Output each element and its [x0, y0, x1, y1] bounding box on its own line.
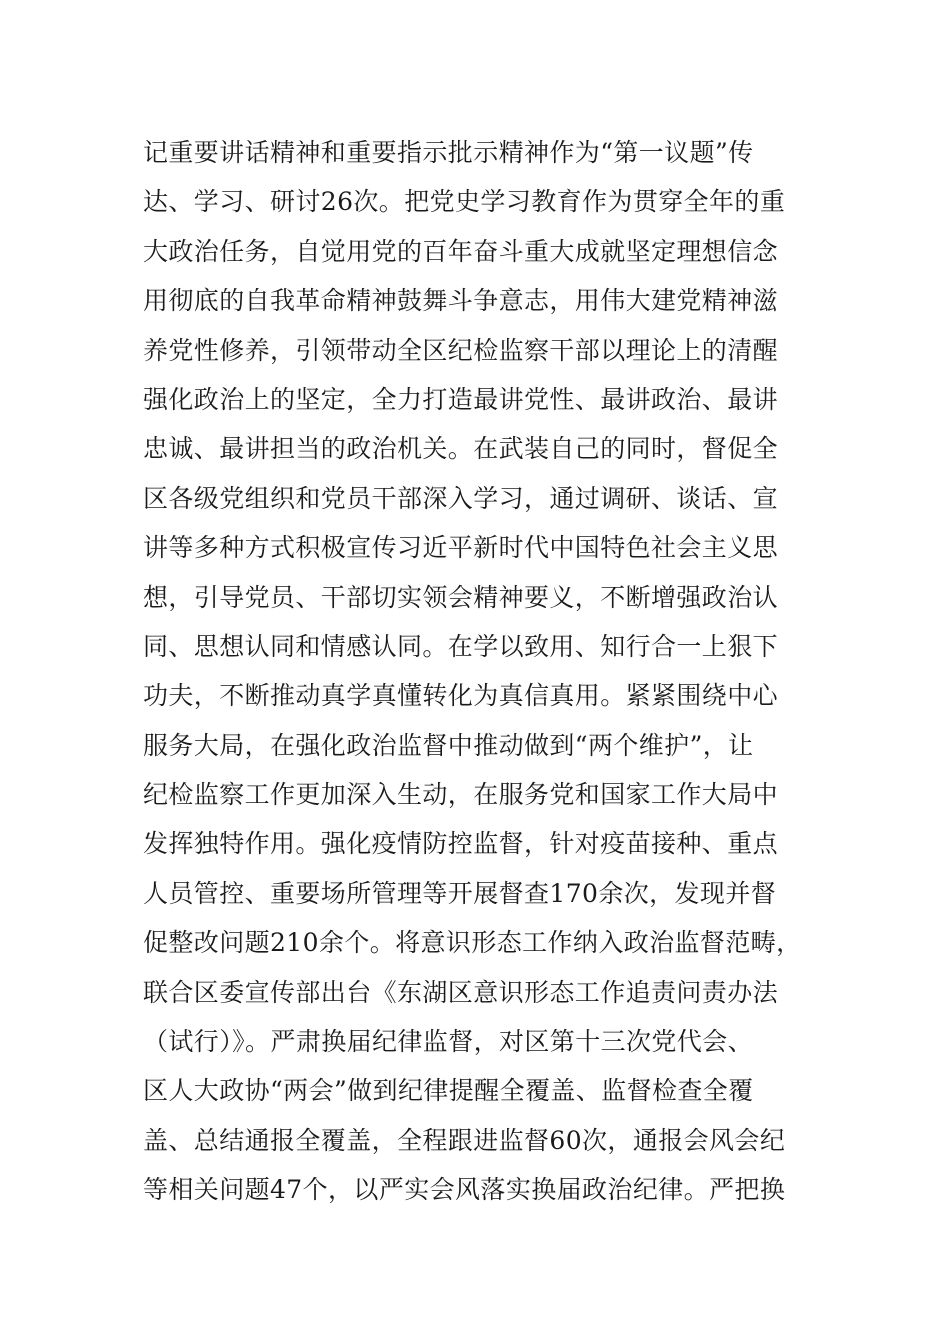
text-line: 区各级党组织和党员干部深入学习，通过调研、谈话、宣 [143, 483, 779, 513]
text-line: 强化政治上的坚定，全力打造最讲党性、最讲政治、最讲 [143, 384, 779, 414]
text-line: 功夫，不断推动真学真懂转化为真信真用。紧紧围绕中心 [143, 681, 779, 711]
text-line: 大政治任务，自觉用党的百年奋斗重大成就坚定理想信念 [143, 236, 779, 266]
text-line: 记重要讲话精神和重要指示批示精神作为“第一议题”传 [143, 138, 754, 167]
text-line: 用彻底的自我革命精神鼓舞斗争意志，用伟大建党精神滋 [143, 286, 779, 316]
text-line: 纪检监察工作更加深入生动，在服务党和国家工作大局中 [143, 780, 779, 810]
text-line: 等相关问题47个，以严实会风落实换届政治纪律。严把换 [143, 1175, 786, 1205]
text-line: 养党性修养，引领带动全区纪检监察干部以理论上的清醒 [143, 335, 779, 365]
text-line: 想，引导党员、干部切实领会精神要义，不断增强政治认 [143, 582, 779, 612]
text-line: 服务大局，在强化政治监督中推动做到“两个维护”，让 [143, 730, 754, 760]
text-line: 讲等多种方式积极宣传习近平新时代中国特色社会主义思 [143, 533, 779, 563]
text-line: （试行）》。严肃换届纪律监督，对区第十三次党代会、 [143, 1027, 754, 1057]
text-line: 区人大政协“两会”做到纪律提醒全覆盖、监督检查全覆 [143, 1076, 754, 1106]
text-line: 联合区委宣传部出台《东湖区意识形态工作追责问责办法 [143, 977, 779, 1007]
text-line: 人员管控、重要场所管理等开展督查170余次，发现并督 [143, 878, 777, 908]
text-line: 忠诚、最讲担当的政治机关。在武装自己的同时，督促全 [143, 434, 779, 464]
text-line: 促整改问题210余个。将意识形态工作纳入政治监督范畴， [143, 928, 802, 958]
text-line: 达、学习、研讨26次。把党史学习教育作为贯穿全年的重 [143, 187, 786, 217]
text-line: 同、思想认同和情感认同。在学以致用、知行合一上狠下 [143, 631, 779, 661]
text-line: 发挥独特作用。强化疫情防控监督，针对疫苗接种、重点 [143, 829, 779, 859]
body-paragraph [143, 128, 833, 1215]
text-line: 盖、总结通报全覆盖，全程跟进监督60次，通报会风会纪 [143, 1125, 786, 1155]
